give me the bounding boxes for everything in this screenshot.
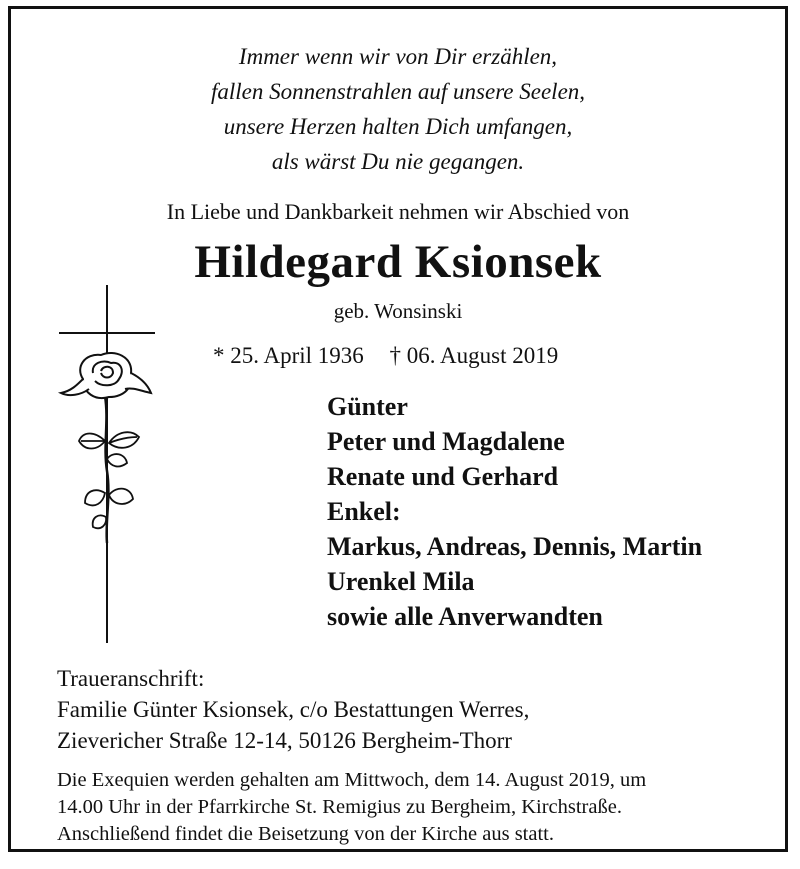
list-item: Markus, Andreas, Dennis, Martin bbox=[327, 532, 703, 561]
notice-frame bbox=[8, 6, 788, 852]
intro-text: In Liebe und Dankbarkeit nehmen wir Abschied von bbox=[166, 199, 630, 224]
list-item: sowie alle Anverwandten bbox=[327, 602, 603, 631]
deceased-name: Hildegard Ksionsek bbox=[194, 236, 602, 288]
verse-line: unsere Herzen halten Dich umfangen, bbox=[223, 114, 573, 139]
verse-line: als wärst Du nie gegangen. bbox=[271, 149, 525, 174]
list-item: Enkel: bbox=[327, 497, 401, 526]
mourners-list bbox=[327, 389, 702, 634]
life-dates bbox=[213, 343, 558, 369]
list-item: Urenkel Mila bbox=[327, 567, 475, 596]
funeral-line: Anschließend findet die Beisetzung von der Kirche aus statt. bbox=[57, 823, 554, 845]
verse-line: Immer wenn wir von Dir erzählen, bbox=[238, 44, 558, 69]
verse-line: fallen Sonnenstrahlen auf unsere Seelen, bbox=[210, 79, 586, 104]
address-label: Traueranschrift: bbox=[57, 666, 205, 691]
address-line: Zievericher Straße 12-14, 50126 Bergheim-Thorr bbox=[57, 728, 512, 753]
list-item: Günter bbox=[327, 392, 408, 421]
memorial-verse bbox=[11, 39, 785, 179]
birth-date: * 25. April 1936 bbox=[213, 343, 364, 368]
funeral-line: Die Exequien werden gehalten am Mittwoch, dem 14. August 2019, um bbox=[57, 769, 647, 791]
cross-rose-icon bbox=[55, 281, 165, 649]
list-item: Renate und Gerhard bbox=[327, 462, 559, 491]
death-date: † 06. August 2019 bbox=[389, 343, 559, 368]
list-item: Peter und Magdalene bbox=[327, 427, 565, 456]
funeral-line: 14.00 Uhr in der Pfarrkirche St. Remigius zu Bergheim, Kirchstraße. bbox=[57, 796, 622, 818]
address-line: Familie Günter Ksionsek, c/o Bestattungen Werres, bbox=[57, 697, 530, 722]
maiden-name: geb. Wonsinski bbox=[333, 299, 463, 323]
mourning-address bbox=[57, 663, 529, 756]
funeral-notice bbox=[57, 767, 769, 848]
